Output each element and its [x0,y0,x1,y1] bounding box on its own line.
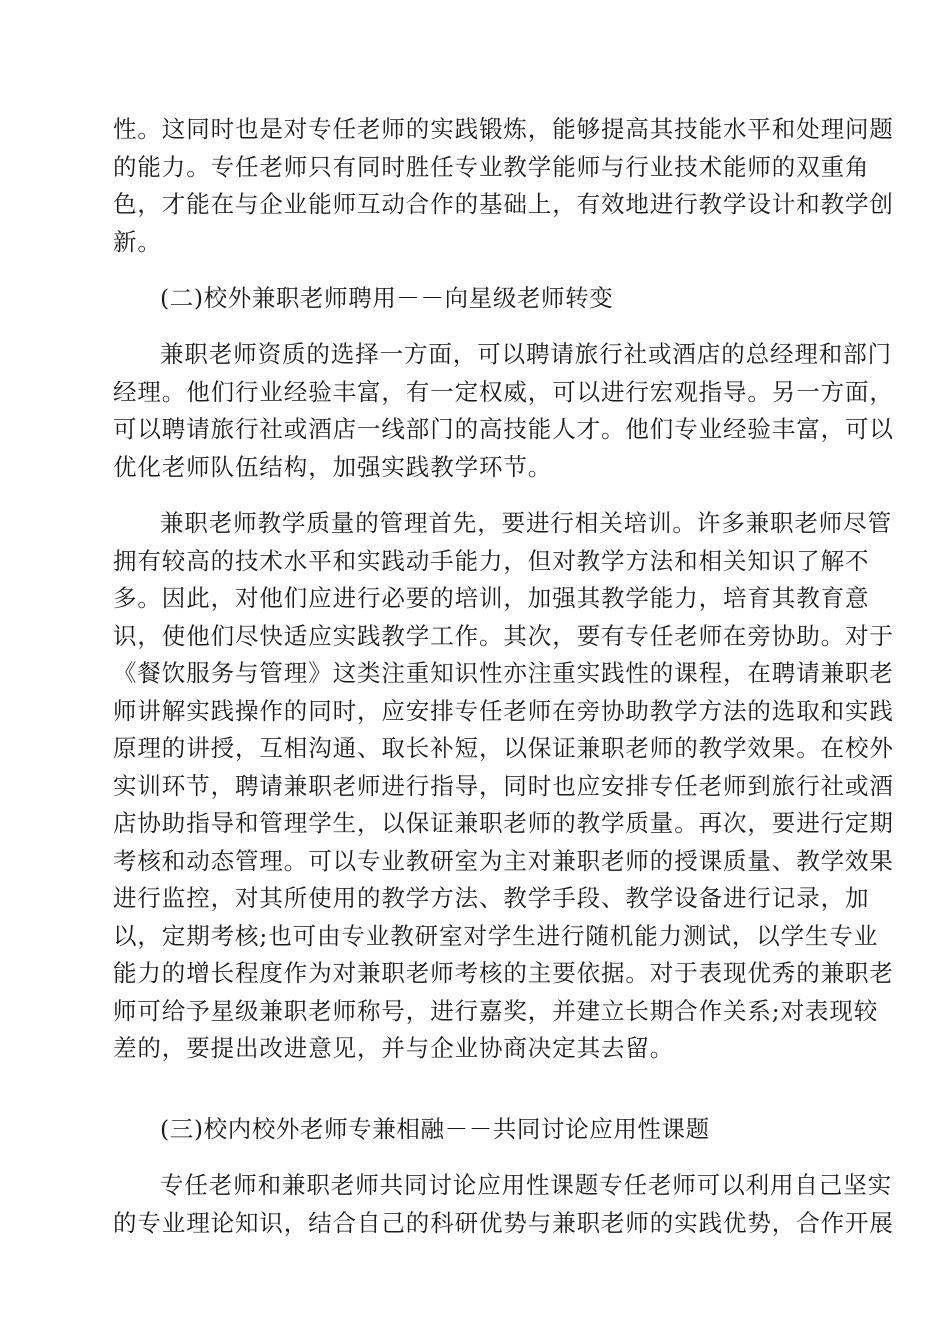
text-line: 可以聘请旅行社或酒店一线部门的高技能人才。他们专业经验丰富，可以 [113,415,894,443]
paragraph-teaching-quality [113,505,894,1068]
text-line: 能力的增长程度作为对兼职老师考核的主要依据。对于表现优秀的兼职老 [113,959,894,987]
text-line: 色，才能在与企业能师互动合作的基础上，有效地进行教学设计和教学创 [113,190,894,218]
text-line: 新。 [113,227,162,256]
text-line: 专任老师和兼职老师共同讨论应用性课题专任老师可以利用自己坚实 [160,1171,892,1199]
text-line: 店协助指导和管理学生，以保证兼职老师的教学质量。再次，要进行定期 [113,809,894,837]
section-heading-2 [113,280,838,318]
text-line: 《餐饮服务与管理》这类注重知识性亦注重实践性的课程，在聘请兼职老 [113,659,894,687]
paragraph-joint-research [113,1167,894,1242]
paragraph-continuation [113,111,894,261]
text-line: 的专业理论知识，结合自己的科研优势与兼职老师的实践优势，合作开展 [113,1208,894,1237]
text-line: 拥有较高的技术水平和实践动手能力，但对教学方法和相关知识了解不 [113,546,870,575]
section-heading-3 [113,1111,838,1149]
text-line: 实训环节，聘请兼职老师进行指导，同时也应安排专任老师到旅行社或酒 [113,771,894,800]
text-line: 师讲解实践操作的同时，应安排专任老师在旁协助教学方法的选取和实践 [113,696,894,725]
heading-text: (二)校外兼职老师聘用－－向星级老师转变 [160,284,614,312]
text-line: 性。这同时也是对专任老师的实践锻炼，能够提高其技能水平和处理问题 [113,115,894,143]
text-line: 兼职老师教学质量的管理首先，要进行相关培训。许多兼职老师尽管 [160,509,892,537]
paragraph-part-time-qualification [113,336,894,486]
text-line: 进行监控，对其所使用的教学方法、教学手段、教学设备进行记录，加 [113,884,870,912]
text-line: 兼职老师资质的选择一方面，可以聘请旅行社或酒店的总经理和部门 [160,340,892,368]
text-line: 经理。他们行业经验丰富，有一定权威，可以进行宏观指导。另一方面， [113,377,894,406]
text-line: 师可给予星级兼职老师称号，进行嘉奖，并建立长期合作关系;对表现较 [113,996,879,1025]
text-line: 以，定期考核;也可由专业教研室对学生进行随机能力测试，以学生专业 [113,921,879,950]
text-line: 原理的讲授，互相沟通、取长补短，以保证兼职老师的教学效果。在校外 [113,734,894,762]
text-line: 优化老师队伍结构，加强实践教学环节。 [113,452,553,481]
text-line: 考核和动态管理。可以专业教研室为主对兼职老师的授课质量、教学效果 [113,846,894,875]
text-line: 的能力。专任老师只有同时胜任专业教学能师与行业技术能师的双重角 [113,152,870,181]
heading-text: (三)校内校外老师专兼相融－－共同讨论应用性课题 [160,1115,710,1143]
text-line: 识，使他们尽快适应实践教学工作。其次，要有专任老师在旁协助。对于 [113,621,894,650]
text-line: 差的，要提出改进意见，并与企业协商决定其去留。 [113,1034,675,1062]
text-line: 多。因此，对他们应进行必要的培训，加强其教学能力，培育其教育意 [113,584,870,612]
